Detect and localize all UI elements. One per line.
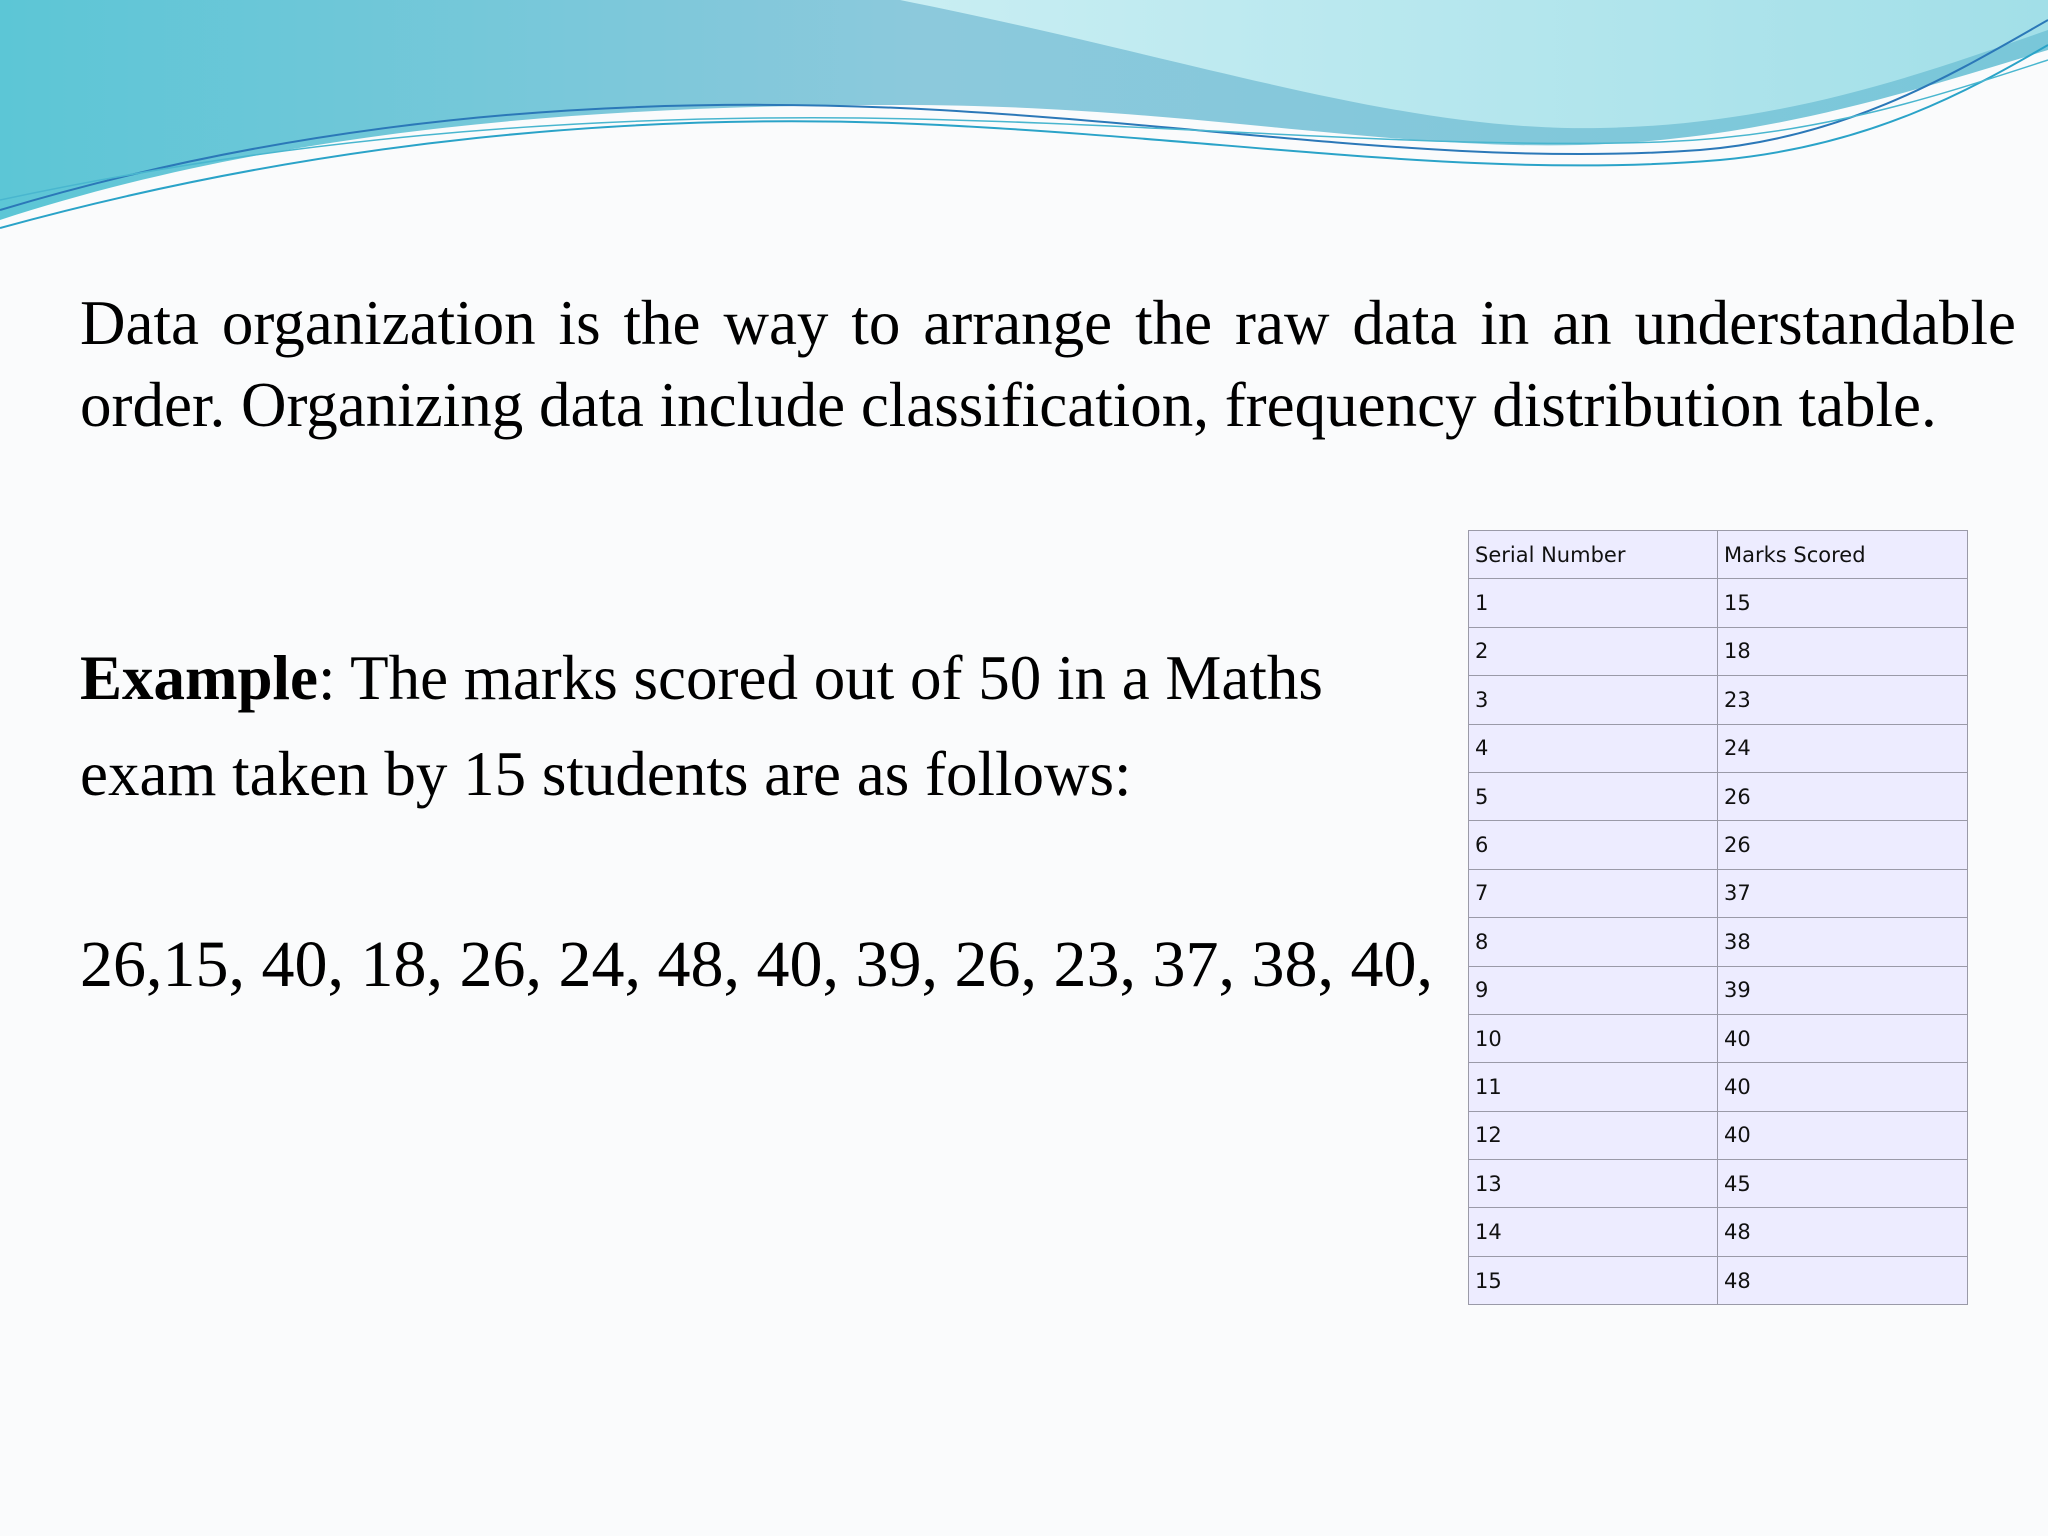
marks-cell: 15 [1718, 579, 1968, 627]
serial-cell: 7 [1469, 869, 1718, 917]
table-header-row [1469, 531, 1968, 579]
marks-cell: 23 [1718, 676, 1968, 724]
table-row [1469, 1014, 1968, 1062]
serial-cell: 10 [1469, 1014, 1718, 1062]
table-row [1469, 676, 1968, 724]
header-wave-decoration [0, 0, 2048, 240]
example-text [80, 630, 1460, 822]
marks-cell: 37 [1718, 869, 1968, 917]
serial-cell: 6 [1469, 821, 1718, 869]
serial-cell: 1 [1469, 579, 1718, 627]
example-line-1: : The marks scored out of 50 in a Maths [318, 643, 1323, 713]
marks-cell: 40 [1718, 1063, 1968, 1111]
marks-cell: 40 [1718, 1014, 1968, 1062]
example-line-2: exam taken by 15 students are as follows: [80, 739, 1132, 809]
table-row [1469, 579, 1968, 627]
serial-cell: 11 [1469, 1063, 1718, 1111]
table-row [1469, 1063, 1968, 1111]
table-row [1469, 918, 1968, 966]
marks-table [1468, 530, 1968, 1305]
table-row [1469, 869, 1968, 917]
header-serial-number: Serial Number [1469, 531, 1718, 579]
marks-cell: 48 [1718, 1256, 1968, 1304]
table-row [1469, 724, 1968, 772]
serial-cell: 14 [1469, 1208, 1718, 1256]
table-row [1469, 1160, 1968, 1208]
header-marks-scored: Marks Scored [1718, 531, 1968, 579]
marks-cell: 39 [1718, 966, 1968, 1014]
serial-cell: 5 [1469, 772, 1718, 820]
table-row [1469, 627, 1968, 675]
marks-cell: 24 [1718, 724, 1968, 772]
table-row [1469, 966, 1968, 1014]
marks-cell: 40 [1718, 1111, 1968, 1159]
marks-cell: 45 [1718, 1160, 1968, 1208]
marks-cell: 38 [1718, 918, 1968, 966]
marks-cell: 18 [1718, 627, 1968, 675]
serial-cell: 8 [1469, 918, 1718, 966]
table-row [1469, 1208, 1968, 1256]
serial-cell: 3 [1469, 676, 1718, 724]
serial-cell: 2 [1469, 627, 1718, 675]
example-label: Example [80, 643, 319, 713]
marks-cell: 26 [1718, 772, 1968, 820]
table-row [1469, 821, 1968, 869]
table-row [1469, 1111, 1968, 1159]
intro-paragraph: Data organization is the way to arrange the raw data in an understandable order. Organizing data include classification, frequency distribution table. [80, 288, 2016, 440]
marks-cell: 26 [1718, 821, 1968, 869]
marks-cell: 48 [1718, 1208, 1968, 1256]
table-row [1469, 1256, 1968, 1304]
serial-cell: 4 [1469, 724, 1718, 772]
serial-cell: 12 [1469, 1111, 1718, 1159]
serial-cell: 9 [1469, 966, 1718, 1014]
serial-cell: 13 [1469, 1160, 1718, 1208]
table-row [1469, 772, 1968, 820]
serial-cell: 15 [1469, 1256, 1718, 1304]
raw-data-line: 26,15, 40, 18, 26, 24, 48, 40, 39, 26, 23, 37, 38, 40, [80, 928, 1433, 1001]
